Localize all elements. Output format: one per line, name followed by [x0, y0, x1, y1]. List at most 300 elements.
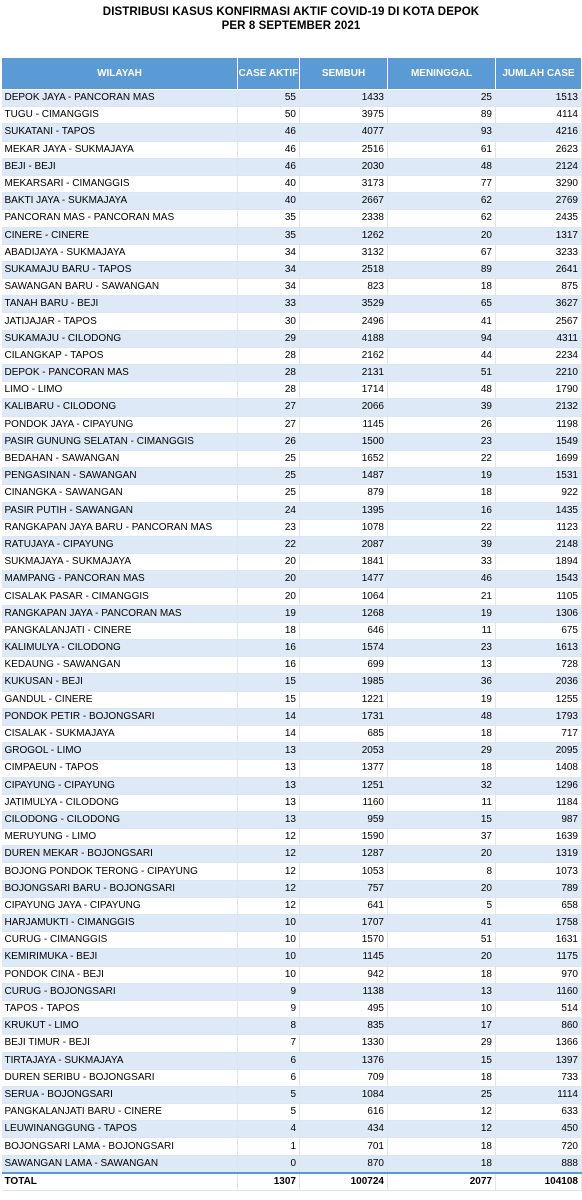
- table-row: [2, 244, 582, 261]
- cell-wilayah: CILODONG - CILODONG: [2, 811, 238, 828]
- cell-sembuh: 1251: [300, 777, 388, 794]
- cell-wilayah: PANGKALANJATI - CINERE: [2, 622, 238, 639]
- cell-meninggal: 13: [388, 657, 496, 674]
- table-body: [2, 90, 582, 1173]
- cell-meninggal: 15: [388, 1052, 496, 1069]
- table-row: [2, 863, 582, 880]
- cell-wilayah: RATUJAYA - CIPAYUNG: [2, 536, 238, 553]
- table-row: [2, 1086, 582, 1103]
- cell-meninggal: 13: [388, 983, 496, 1000]
- cell-meninggal: 23: [388, 640, 496, 657]
- cell-sembuh: 1841: [300, 554, 388, 571]
- cell-sembuh: 1078: [300, 519, 388, 536]
- cell-sembuh: 870: [300, 1155, 388, 1173]
- cell-wilayah: CIPAYUNG - CIPAYUNG: [2, 777, 238, 794]
- cell-jumlah-case: 3290: [496, 175, 582, 192]
- cell-jumlah-case: 875: [496, 279, 582, 296]
- cell-jumlah-case: 888: [496, 1155, 582, 1173]
- cell-jumlah-case: 970: [496, 966, 582, 983]
- cell-sembuh: 1590: [300, 829, 388, 846]
- table-row: [2, 382, 582, 399]
- cell-case-aktif: 28: [238, 347, 300, 364]
- cell-jumlah-case: 2641: [496, 261, 582, 278]
- cell-meninggal: 51: [388, 365, 496, 382]
- table-row: [2, 640, 582, 657]
- cell-wilayah: CINANGKA - SAWANGAN: [2, 485, 238, 502]
- cell-wilayah: SUKAMAJU BARU - TAPOS: [2, 261, 238, 278]
- cell-sembuh: 1477: [300, 571, 388, 588]
- cell-meninggal: 26: [388, 416, 496, 433]
- cell-jumlah-case: 860: [496, 1018, 582, 1035]
- cell-sembuh: 1487: [300, 468, 388, 485]
- cell-case-aktif: 34: [238, 244, 300, 261]
- cell-case-aktif: 0: [238, 1155, 300, 1173]
- cell-jumlah-case: 1296: [496, 777, 582, 794]
- cell-jumlah-case: 4216: [496, 124, 582, 141]
- table-row: [2, 657, 582, 674]
- cell-meninggal: 39: [388, 536, 496, 553]
- cell-wilayah: CISALAK PASAR - CIMANGGIS: [2, 588, 238, 605]
- cell-wilayah: CIPAYUNG JAYA - CIPAYUNG: [2, 897, 238, 914]
- cell-meninggal: 18: [388, 1155, 496, 1173]
- cell-wilayah: CISALAK - SUKMAJAYA: [2, 725, 238, 742]
- cell-wilayah: LIMO - LIMO: [2, 382, 238, 399]
- title-line-1: DISTRIBUSI KASUS KONFIRMASI AKTIF COVID-19 DI KOTA DEPOK: [102, 6, 480, 18]
- cell-wilayah: DUREN SERIBU - BOJONGSARI: [2, 1069, 238, 1086]
- table-row: [2, 107, 582, 124]
- cell-jumlah-case: 3233: [496, 244, 582, 261]
- cell-sembuh: 1330: [300, 1035, 388, 1052]
- cell-jumlah-case: 2148: [496, 536, 582, 553]
- cell-jumlah-case: 1639: [496, 829, 582, 846]
- cell-case-aktif: 9: [238, 1000, 300, 1017]
- cell-case-aktif: 50: [238, 107, 300, 124]
- cell-case-aktif: 6: [238, 1069, 300, 1086]
- cell-sembuh: 2518: [300, 261, 388, 278]
- cell-case-aktif: 10: [238, 915, 300, 932]
- cell-sembuh: 2087: [300, 536, 388, 553]
- cell-meninggal: 48: [388, 382, 496, 399]
- table-row: [2, 811, 582, 828]
- cell-meninggal: 25: [388, 90, 496, 107]
- cell-jumlah-case: 1160: [496, 983, 582, 1000]
- header-wilayah: WILAYAH: [2, 58, 238, 90]
- cell-jumlah-case: 1366: [496, 1035, 582, 1052]
- cell-sembuh: 959: [300, 811, 388, 828]
- cell-meninggal: 62: [388, 210, 496, 227]
- table-row: [2, 175, 582, 192]
- cell-wilayah: BOJONGSARI BARU - BOJONGSARI: [2, 880, 238, 897]
- cell-case-aktif: 12: [238, 863, 300, 880]
- table-row: [2, 760, 582, 777]
- cell-jumlah-case: 2234: [496, 347, 582, 364]
- cell-wilayah: SAWANGAN BARU - SAWANGAN: [2, 279, 238, 296]
- table-row: [2, 1069, 582, 1086]
- cell-jumlah-case: 658: [496, 897, 582, 914]
- cell-sembuh: 835: [300, 1018, 388, 1035]
- cell-wilayah: GROGOL - LIMO: [2, 743, 238, 760]
- table-row: [2, 674, 582, 691]
- table-row: [2, 227, 582, 244]
- cell-meninggal: 12: [388, 1104, 496, 1121]
- table-row: [2, 571, 582, 588]
- cell-sembuh: 2162: [300, 347, 388, 364]
- cell-meninggal: 48: [388, 708, 496, 725]
- cell-jumlah-case: 2132: [496, 399, 582, 416]
- cases-table: [1, 57, 582, 1191]
- cell-sembuh: 641: [300, 897, 388, 914]
- cell-case-aktif: 10: [238, 966, 300, 983]
- table-row: [2, 296, 582, 313]
- cell-sembuh: 434: [300, 1121, 388, 1138]
- cell-case-aktif: 46: [238, 158, 300, 175]
- cell-meninggal: 17: [388, 1018, 496, 1035]
- cell-wilayah: DEPOK - PANCORAN MAS: [2, 365, 238, 382]
- cell-case-aktif: 10: [238, 932, 300, 949]
- cell-case-aktif: 35: [238, 227, 300, 244]
- cell-meninggal: 11: [388, 794, 496, 811]
- cell-meninggal: 22: [388, 450, 496, 467]
- cell-case-aktif: 13: [238, 794, 300, 811]
- cell-jumlah-case: 1790: [496, 382, 582, 399]
- cell-wilayah: PASIR PUTIH - SAWANGAN: [2, 502, 238, 519]
- cell-meninggal: 89: [388, 261, 496, 278]
- cell-case-aktif: 28: [238, 382, 300, 399]
- cell-wilayah: KALIBARU - CILODONG: [2, 399, 238, 416]
- cell-wilayah: BEDAHAN - SAWANGAN: [2, 450, 238, 467]
- cell-case-aktif: 9: [238, 983, 300, 1000]
- cell-sembuh: 1145: [300, 416, 388, 433]
- table-row: [2, 725, 582, 742]
- cell-wilayah: CIMPAEUN - TAPOS: [2, 760, 238, 777]
- cell-case-aktif: 40: [238, 175, 300, 192]
- cell-wilayah: PANCORAN MAS - PANCORAN MAS: [2, 210, 238, 227]
- cell-case-aktif: 13: [238, 777, 300, 794]
- document-title: [0, 0, 582, 40]
- cell-sembuh: 495: [300, 1000, 388, 1017]
- cell-case-aktif: 4: [238, 1121, 300, 1138]
- cell-wilayah: PONDOK JAYA - CIPAYUNG: [2, 416, 238, 433]
- cell-wilayah: KEMIRIMUKA - BEJI: [2, 949, 238, 966]
- cell-sembuh: 4077: [300, 124, 388, 141]
- cell-wilayah: PENGASINAN - SAWANGAN: [2, 468, 238, 485]
- cell-wilayah: JATIJAJAR - TAPOS: [2, 313, 238, 330]
- cell-case-aktif: 34: [238, 279, 300, 296]
- cell-sembuh: 1268: [300, 605, 388, 622]
- cell-sembuh: 1287: [300, 846, 388, 863]
- table-row: [2, 313, 582, 330]
- cell-jumlah-case: 2095: [496, 743, 582, 760]
- cell-meninggal: 12: [388, 1121, 496, 1138]
- cell-meninggal: 48: [388, 158, 496, 175]
- cell-case-aktif: 25: [238, 468, 300, 485]
- cell-wilayah: BEJI - BEJI: [2, 158, 238, 175]
- cell-wilayah: CINERE - CINERE: [2, 227, 238, 244]
- table-row: [2, 193, 582, 210]
- cell-meninggal: 15: [388, 811, 496, 828]
- total-meninggal: 2077: [388, 1173, 496, 1191]
- table-row: [2, 932, 582, 949]
- cell-sembuh: 1084: [300, 1086, 388, 1103]
- cell-sembuh: 699: [300, 657, 388, 674]
- cell-sembuh: 1500: [300, 433, 388, 450]
- cell-meninggal: 20: [388, 227, 496, 244]
- table-row: [2, 743, 582, 760]
- total-case-aktif: 1307: [238, 1173, 300, 1191]
- cell-case-aktif: 20: [238, 554, 300, 571]
- cell-sembuh: 2066: [300, 399, 388, 416]
- cell-wilayah: HARJAMUKTI - CIMANGGIS: [2, 915, 238, 932]
- cell-sembuh: 685: [300, 725, 388, 742]
- cell-jumlah-case: 789: [496, 880, 582, 897]
- cell-meninggal: 18: [388, 760, 496, 777]
- table-row: [2, 708, 582, 725]
- cell-case-aktif: 33: [238, 296, 300, 313]
- cell-meninggal: 67: [388, 244, 496, 261]
- table-row: [2, 622, 582, 639]
- cell-case-aktif: 27: [238, 416, 300, 433]
- cell-case-aktif: 30: [238, 313, 300, 330]
- table-row: [2, 880, 582, 897]
- cell-jumlah-case: 1613: [496, 640, 582, 657]
- cell-case-aktif: 35: [238, 210, 300, 227]
- cell-sembuh: 2516: [300, 141, 388, 158]
- cell-case-aktif: 23: [238, 519, 300, 536]
- cell-jumlah-case: 1699: [496, 450, 582, 467]
- table-row: [2, 794, 582, 811]
- cell-meninggal: 22: [388, 519, 496, 536]
- cell-wilayah: PANGKALANJATI BARU - CINERE: [2, 1104, 238, 1121]
- cell-case-aktif: 14: [238, 708, 300, 725]
- cell-meninggal: 20: [388, 846, 496, 863]
- cell-wilayah: SUKMAJAYA - SUKMAJAYA: [2, 554, 238, 571]
- table-row: [2, 210, 582, 227]
- cell-jumlah-case: 717: [496, 725, 582, 742]
- cell-jumlah-case: 2567: [496, 313, 582, 330]
- cell-case-aktif: 15: [238, 691, 300, 708]
- cell-wilayah: JATIMULYA - CILODONG: [2, 794, 238, 811]
- cell-wilayah: BOJONGSARI LAMA - BOJONGSARI: [2, 1138, 238, 1155]
- cell-sembuh: 823: [300, 279, 388, 296]
- cell-case-aktif: 14: [238, 725, 300, 742]
- table-row: [2, 468, 582, 485]
- cell-case-aktif: 20: [238, 588, 300, 605]
- cell-jumlah-case: 1397: [496, 1052, 582, 1069]
- cell-meninggal: 25: [388, 1086, 496, 1103]
- table-row: [2, 261, 582, 278]
- cell-wilayah: SAWANGAN LAMA - SAWANGAN: [2, 1155, 238, 1173]
- cell-meninggal: 94: [388, 330, 496, 347]
- cell-jumlah-case: 1435: [496, 502, 582, 519]
- cell-sembuh: 1160: [300, 794, 388, 811]
- cell-jumlah-case: 1123: [496, 519, 582, 536]
- cell-jumlah-case: 633: [496, 1104, 582, 1121]
- table-row: [2, 949, 582, 966]
- cell-sembuh: 1145: [300, 949, 388, 966]
- header-case-aktif: CASE AKTIF: [238, 58, 300, 90]
- cell-wilayah: SUKATANI - TAPOS: [2, 124, 238, 141]
- cell-jumlah-case: 922: [496, 485, 582, 502]
- cell-meninggal: 77: [388, 175, 496, 192]
- cell-sembuh: 1433: [300, 90, 388, 107]
- table-row: [2, 1000, 582, 1017]
- cell-wilayah: BOJONG PONDOK TERONG - CIPAYUNG: [2, 863, 238, 880]
- cell-sembuh: 1652: [300, 450, 388, 467]
- table-row: [2, 691, 582, 708]
- table-row: [2, 347, 582, 364]
- cell-case-aktif: 40: [238, 193, 300, 210]
- cell-meninggal: 33: [388, 554, 496, 571]
- cell-sembuh: 2338: [300, 210, 388, 227]
- cell-sembuh: 1377: [300, 760, 388, 777]
- cell-jumlah-case: 1184: [496, 794, 582, 811]
- cell-meninggal: 39: [388, 399, 496, 416]
- cell-wilayah: MEKAR JAYA - SUKMAJAYA: [2, 141, 238, 158]
- cell-sembuh: 709: [300, 1069, 388, 1086]
- cell-case-aktif: 29: [238, 330, 300, 347]
- cell-wilayah: KEDAUNG - SAWANGAN: [2, 657, 238, 674]
- cell-meninggal: 23: [388, 433, 496, 450]
- cell-sembuh: 1731: [300, 708, 388, 725]
- cell-jumlah-case: 1073: [496, 863, 582, 880]
- cell-wilayah: TUGU - CIMANGGIS: [2, 107, 238, 124]
- cell-sembuh: 757: [300, 880, 388, 897]
- cell-meninggal: 29: [388, 743, 496, 760]
- cell-jumlah-case: 2210: [496, 365, 582, 382]
- table-row: [2, 554, 582, 571]
- table-row: [2, 399, 582, 416]
- cell-jumlah-case: 728: [496, 657, 582, 674]
- table-header-row: [2, 58, 582, 90]
- cell-case-aktif: 7: [238, 1035, 300, 1052]
- cell-case-aktif: 25: [238, 485, 300, 502]
- cell-case-aktif: 5: [238, 1086, 300, 1103]
- cell-wilayah: SERUA - BOJONGSARI: [2, 1086, 238, 1103]
- cell-jumlah-case: 2124: [496, 158, 582, 175]
- table-row: [2, 1052, 582, 1069]
- cell-jumlah-case: 1543: [496, 571, 582, 588]
- table-row: [2, 141, 582, 158]
- cell-case-aktif: 13: [238, 811, 300, 828]
- cell-sembuh: 3132: [300, 244, 388, 261]
- table-row: [2, 330, 582, 347]
- header-meninggal: MENINGGAL: [388, 58, 496, 90]
- cell-case-aktif: 34: [238, 261, 300, 278]
- cell-sembuh: 1574: [300, 640, 388, 657]
- cell-meninggal: 20: [388, 949, 496, 966]
- cell-sembuh: 2667: [300, 193, 388, 210]
- cell-meninggal: 16: [388, 502, 496, 519]
- table-row: [2, 519, 582, 536]
- table-row: [2, 897, 582, 914]
- cell-case-aktif: 22: [238, 536, 300, 553]
- cell-jumlah-case: 514: [496, 1000, 582, 1017]
- cell-wilayah: KALIMULYA - CILODONG: [2, 640, 238, 657]
- cell-sembuh: 3975: [300, 107, 388, 124]
- cell-case-aktif: 12: [238, 897, 300, 914]
- cell-wilayah: TANAH BARU - BEJI: [2, 296, 238, 313]
- cell-wilayah: GANDUL - CINERE: [2, 691, 238, 708]
- table-row: [2, 605, 582, 622]
- cell-meninggal: 29: [388, 1035, 496, 1052]
- cell-jumlah-case: 2769: [496, 193, 582, 210]
- cell-wilayah: CURUG - BOJONGSARI: [2, 983, 238, 1000]
- cell-case-aktif: 12: [238, 829, 300, 846]
- cell-wilayah: CILANGKAP - TAPOS: [2, 347, 238, 364]
- cell-case-aktif: 20: [238, 571, 300, 588]
- table-row: [2, 1035, 582, 1052]
- cell-sembuh: 1707: [300, 915, 388, 932]
- header-jumlah-case: JUMLAH CASE: [496, 58, 582, 90]
- cell-sembuh: 1064: [300, 588, 388, 605]
- table-row: [2, 829, 582, 846]
- cell-meninggal: 19: [388, 691, 496, 708]
- cell-jumlah-case: 1306: [496, 605, 582, 622]
- cell-case-aktif: 19: [238, 605, 300, 622]
- cell-sembuh: 2496: [300, 313, 388, 330]
- total-label: TOTAL: [2, 1173, 238, 1191]
- cell-case-aktif: 8: [238, 1018, 300, 1035]
- table-row: [2, 433, 582, 450]
- cell-meninggal: 44: [388, 347, 496, 364]
- cell-meninggal: 5: [388, 897, 496, 914]
- cell-sembuh: 1138: [300, 983, 388, 1000]
- cell-sembuh: 4188: [300, 330, 388, 347]
- cell-wilayah: RANGKAPAN JAYA - PANCORAN MAS: [2, 605, 238, 622]
- table-row: [2, 1018, 582, 1035]
- cell-sembuh: 616: [300, 1104, 388, 1121]
- cell-meninggal: 32: [388, 777, 496, 794]
- cell-jumlah-case: 2435: [496, 210, 582, 227]
- cell-meninggal: 37: [388, 829, 496, 846]
- cell-meninggal: 19: [388, 468, 496, 485]
- table-row: [2, 536, 582, 553]
- total-sembuh: 100724: [300, 1173, 388, 1191]
- cell-case-aktif: 46: [238, 141, 300, 158]
- cell-jumlah-case: 1255: [496, 691, 582, 708]
- cell-jumlah-case: 1319: [496, 846, 582, 863]
- cell-wilayah: MEKARSARI - CIMANGGIS: [2, 175, 238, 192]
- cell-sembuh: 1985: [300, 674, 388, 691]
- cell-jumlah-case: 1175: [496, 949, 582, 966]
- cell-jumlah-case: 1631: [496, 932, 582, 949]
- cell-meninggal: 19: [388, 605, 496, 622]
- cell-case-aktif: 10: [238, 949, 300, 966]
- cell-jumlah-case: 1317: [496, 227, 582, 244]
- cell-meninggal: 21: [388, 588, 496, 605]
- cell-sembuh: 1262: [300, 227, 388, 244]
- cell-jumlah-case: 1894: [496, 554, 582, 571]
- header-sembuh: SEMBUH: [300, 58, 388, 90]
- cell-jumlah-case: 4311: [496, 330, 582, 347]
- cell-jumlah-case: 2623: [496, 141, 582, 158]
- cell-wilayah: RANGKAPAN JAYA BARU - PANCORAN MAS: [2, 519, 238, 536]
- cell-sembuh: 1053: [300, 863, 388, 880]
- table-row: [2, 279, 582, 296]
- cell-meninggal: 20: [388, 880, 496, 897]
- title-line-2: PER 8 SEPTEMBER 2021: [221, 20, 361, 32]
- cell-wilayah: MAMPANG - PANCORAN MAS: [2, 571, 238, 588]
- cell-case-aktif: 13: [238, 760, 300, 777]
- cell-wilayah: LEUWINANGGUNG - TAPOS: [2, 1121, 238, 1138]
- cell-wilayah: BEJI TIMUR - BEJI: [2, 1035, 238, 1052]
- cell-meninggal: 46: [388, 571, 496, 588]
- cell-sembuh: 701: [300, 1138, 388, 1155]
- cell-case-aktif: 15: [238, 674, 300, 691]
- cell-case-aktif: 16: [238, 640, 300, 657]
- cell-meninggal: 61: [388, 141, 496, 158]
- table-row: [2, 365, 582, 382]
